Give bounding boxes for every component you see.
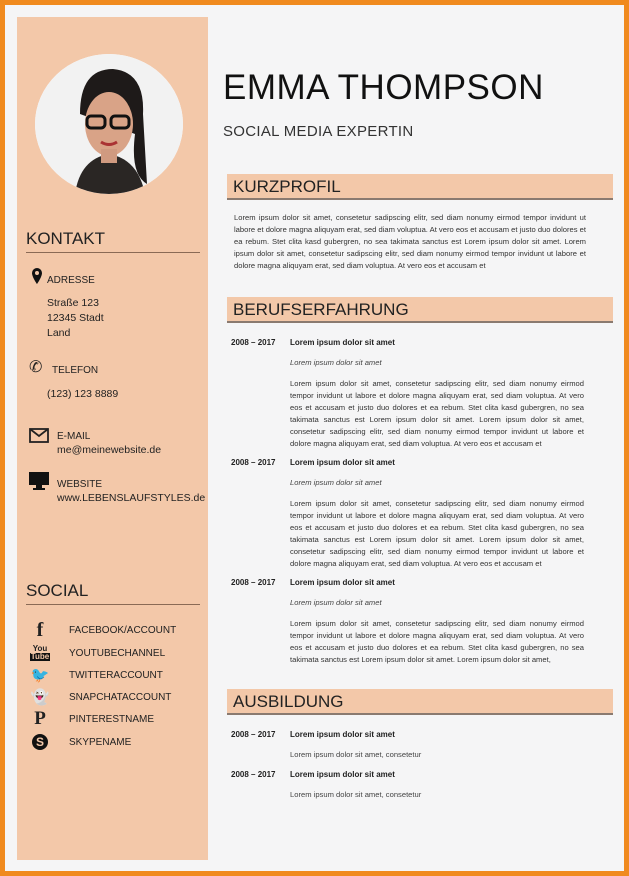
entry-years: 2008 – 2017 [231,458,276,467]
skype-icon: S [29,733,51,751]
youtube-icon: You Tube [30,644,50,661]
entry-description: Lorem ipsum dolor sit amet, consetetur [290,750,422,759]
address-line: Straße 123 [47,297,99,309]
address-line: 12345 Stadt [47,312,104,324]
entry-title: Lorem ipsum dolor sit amet [290,770,395,779]
email-value[interactable]: me@meinewebsite.de [57,444,162,456]
social-skype[interactable] [29,733,131,751]
social-label: YOUTUBECHANNEL [69,647,166,659]
entry-subtitle: Lorem ipsum dolor sit amet [290,358,382,367]
monitor-icon [29,472,49,490]
social-heading: SOCIAL [26,581,200,605]
entry-title: Lorem ipsum dolor sit amet [290,730,395,739]
facebook-icon: f [36,618,44,641]
phone-label: TELEFON [52,365,99,376]
entry-description: Lorem ipsum dolor sit amet, consetetur sadipscing elitr, sed diam nonumy eirmod tempor invidunt ut labore et dolore magna aliquyam erat, sed diam voluptua. At vero eos et accusam et justo duo dolores et ea rebum. Stet clita kasd gubergren, no sea takimata sanctus est Lorem ipsum dolor sit amet. Lorem ipsum dolor sit amet, [290,619,584,664]
entry-years: 2008 – 2017 [231,338,276,347]
entry-title: Lorem ipsum dolor sit amet [290,458,395,467]
mail-icon [29,427,49,445]
candidate-name: EMMA THOMPSON [223,68,544,107]
snapchat-icon: 👻 [30,689,50,706]
social-twitter[interactable] [29,666,163,684]
social-youtube[interactable] [29,644,165,662]
social-facebook[interactable] [29,618,177,641]
entry-description: Lorem ipsum dolor sit amet, consetetur sadipscing elitr, sed diam nonumy eirmod tempor invidunt ut labore et dolore magna aliquyam erat, sed diam voluptua. At vero eos et accusam et justo duo dolores et ea rebum. Stet clita kasd gubergren, no sea takimata sanctus est Lorem ipsum dolor sit amet. Lorem ipsum dolor sit amet, consetetur sadipscing elitr, sed diam nonumy eirmod tempor invidunt ut labore et dolore magna aliquyam erat, sed diam voluptua. At vero eos et accusam et [290,499,584,568]
phone-number: (123) 123 8889 [47,388,119,400]
sidebar [17,17,208,860]
social-label: SKYPENAME [69,736,132,748]
twitter-icon: 🐦 [30,667,50,684]
entry-years: 2008 – 2017 [231,730,276,739]
entry-description: Lorem ipsum dolor sit amet, consetetur sadipscing elitr, sed diam nonumy eirmod tempor invidunt ut labore et dolore magna aliquyam erat, sed diam voluptua. At vero eos et accusam et justo duo dolores et ea rebum. Stet clita kasd gubergren, no sea takimata sanctus est Lorem ipsum dolor sit amet. Lorem ipsum dolor sit amet, consetetur sadipscing elitr, sed diam nonumy eirmod tempor invidunt ut labore et dolore magna aliquyam erat, sed diam voluptua. At vero eos et accusam et [290,379,584,448]
location-pin-icon [29,267,49,285]
profile-text: Lorem ipsum dolor sit amet, consetetur sadipscing elitr, sed diam nonumy eirmod tempor invidunt ut labore et dolore magna aliquyam erat, sed diam voluptua. At vero eos et accusam et justo duo dolores et ea rebum. Stet clita kasd gubergren, no sea takimata sanctus est Lorem ipsum dolor sit amet. Lorem ipsum dolor sit amet, consetetur sadipscing elitr, sed diam nonumy eirmod tempor invidunt ut labore et dolore magna aliquyam erat, sed diam voluptua. At vero eos et accusam et [234,213,586,270]
profile-heading: KURZPROFIL [227,174,613,200]
website-label: WEBSITE [57,479,103,490]
entry-years: 2008 – 2017 [231,770,276,779]
entry-title: Lorem ipsum dolor sit amet [290,338,395,347]
email-label: E-MAIL [57,431,91,442]
experience-heading: BERUFSERFAHRUNG [227,297,613,323]
pinterest-icon: P [34,708,46,729]
education-heading: AUSBILDUNG [227,689,613,715]
social-label: FACEBOOK/ACCOUNT [69,624,177,636]
social-label: TWITTERACCOUNT [69,669,163,681]
social-label: SNAPCHATACCOUNT [69,691,172,703]
entry-subtitle: Lorem ipsum dolor sit amet [290,478,382,487]
social-label: PINTERESTNAME [69,713,155,725]
profile-photo [35,54,183,194]
entry-years: 2008 – 2017 [231,578,276,587]
website-value[interactable]: www.LEBENSLAUFSTYLES.de [57,492,206,504]
social-snapchat[interactable] [29,688,171,706]
entry-title: Lorem ipsum dolor sit amet [290,578,395,587]
entry-description: Lorem ipsum dolor sit amet, consetetur [290,790,422,799]
address-label: ADRESSE [47,275,95,286]
entry-subtitle: Lorem ipsum dolor sit amet [290,598,382,607]
cv-page [5,5,624,871]
job-title: SOCIAL MEDIA EXPERTIN [223,123,414,140]
address-line: Land [47,327,71,339]
contact-heading: KONTAKT [26,229,200,253]
social-pinterest[interactable] [29,710,154,728]
address [47,296,104,341]
phone-icon: ✆ [29,359,43,376]
